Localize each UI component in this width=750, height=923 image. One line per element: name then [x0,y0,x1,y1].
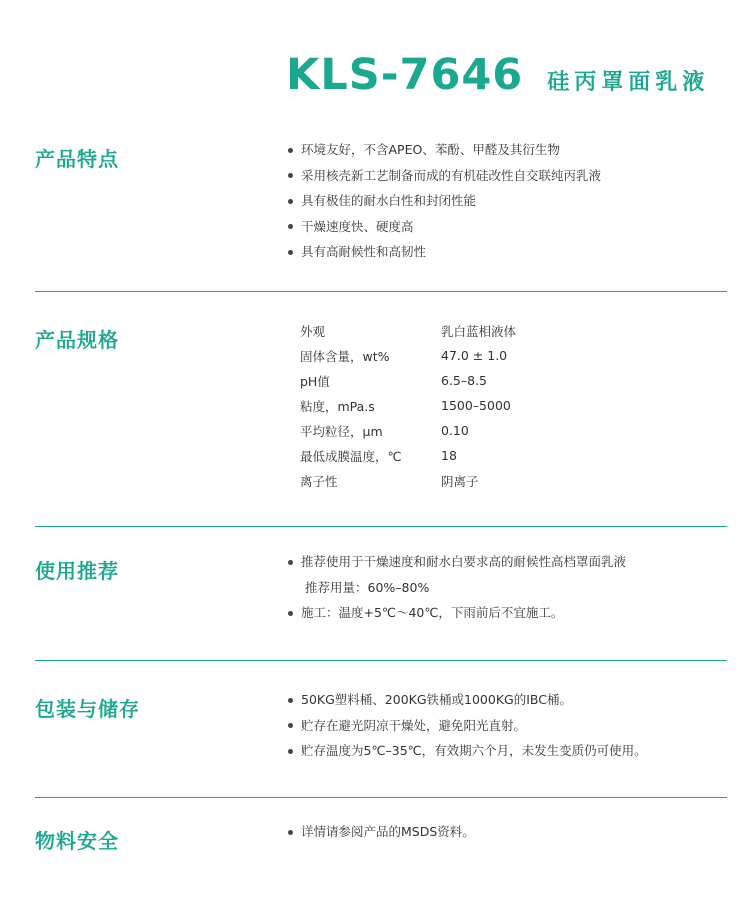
list-item: 采用核壳新工艺制备而成的有机硅改性自交联纯丙乳液 [288,163,601,189]
spec-label: 固体含量，wt% [300,348,390,364]
section-divider [35,797,727,798]
section-divider [35,660,727,661]
spec-value: 1500–5000 [441,398,511,413]
product-name: 硅丙罩面乳液 [547,70,710,95]
bullet-icon [288,560,293,565]
section-title-specs: 产品规格 [35,328,119,352]
table-row [300,418,516,443]
list-item: 贮存在避光阴凉干燥处，避免阳光直射。 [288,713,647,739]
list-item: 具有高耐候性和高韧性 [288,239,601,265]
spec-value: 18 [441,448,457,463]
bullet-icon [288,199,293,204]
spec-label: 平均粒径，μm [300,423,383,439]
table-row [300,343,516,368]
table-row [300,393,516,418]
section-divider [35,526,727,527]
section-title-packaging: 包装与储存 [35,697,140,721]
list-item: 具有极佳的耐水白性和封闭性能 [288,188,601,214]
table-row [300,318,516,343]
section-title-features: 产品特点 [35,147,119,171]
bullet-icon [288,830,293,835]
list-item: 施工：温度+5℃～40℃，下雨前后不宜施工。 [288,600,626,626]
spec-value: 阴离子 [441,473,479,489]
document-header [286,50,709,100]
spec-label: 粘度，mPa.s [300,398,375,414]
bullet-icon [288,224,293,229]
bullet-icon [288,611,293,616]
product-model: KLS-7646 [286,50,524,100]
table-row [300,443,516,468]
list-item: 详情请参阅产品的MSDS资料。 [288,819,475,845]
bullet-icon [288,250,293,255]
list-item: 贮存温度为5℃–35℃，有效期六个月，未发生变质仍可使用。 [288,738,647,764]
section-title-safety: 物料安全 [35,829,119,853]
section-title-usage: 使用推荐 [35,559,119,583]
packaging-list [288,687,647,764]
section-divider [35,291,727,292]
spec-label: 离子性 [300,473,338,489]
bullet-icon [288,173,293,178]
bullet-icon [288,749,293,754]
features-list [288,137,601,265]
bullet-icon [288,723,293,728]
list-item: 环境友好，不含APEO、苯酚、甲醛及其衍生物 [288,137,601,163]
list-item: 推荐使用于干燥速度和耐水白要求高的耐候性高档罩面乳液 [288,549,626,575]
list-item: 50KG塑料桶、200KG铁桶或1000KG的IBC桶。 [288,687,647,713]
usage-list [288,549,626,626]
table-row [300,368,516,393]
safety-list [288,819,475,845]
spec-value: 乳白蓝相液体 [441,323,517,339]
bullet-icon [288,148,293,153]
spec-value: 0.10 [441,423,469,438]
spec-label: 最低成膜温度，℃ [300,448,402,464]
spec-label: pH值 [300,373,330,389]
bullet-icon [288,698,293,703]
spec-table [300,318,516,493]
list-item: 干燥速度快、硬度高 [288,214,601,240]
spec-value: 47.0 ± 1.0 [441,348,508,363]
table-row [300,468,516,493]
spec-value: 6.5–8.5 [441,373,488,388]
spec-label: 外观 [300,323,326,339]
list-item-sub: 推荐用量：60%–80% [305,579,430,595]
